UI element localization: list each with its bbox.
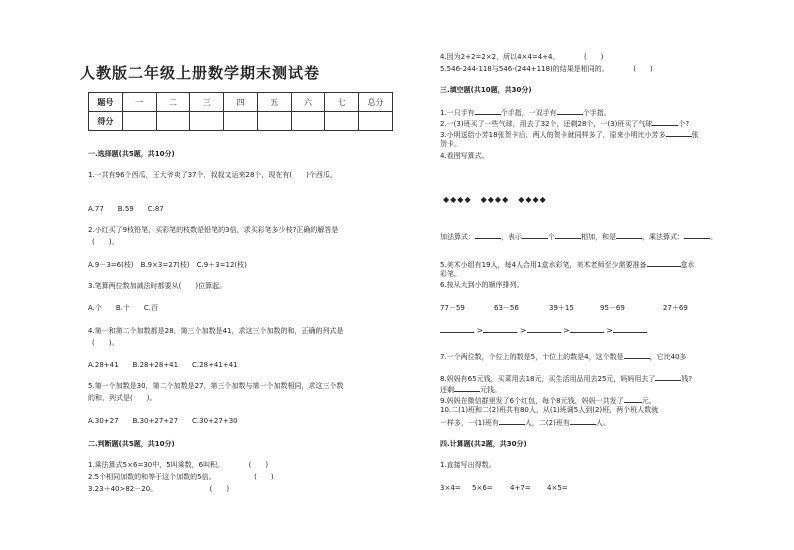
score-cell[interactable]: [224, 112, 258, 131]
fill-5: [440, 259, 695, 270]
fill-1-text-a: 1.一只手有: [440, 109, 475, 117]
fill-6: 6.按从大到小的顺序排列。: [440, 281, 524, 289]
fill-3-blank[interactable]: [666, 129, 692, 137]
fill-1-blank-b[interactable]: [557, 107, 583, 115]
fill-8-blank-b[interactable]: [454, 384, 480, 392]
order-blank[interactable]: [613, 325, 647, 333]
fill-8-cont: [440, 384, 501, 395]
fill-7-text-a: 7.一个两位数，个位上的数是5，十位上的数是4，这个数是: [440, 353, 624, 361]
fill-4-blank-b[interactable]: [522, 231, 548, 239]
fill-4-text-f: 。: [710, 233, 717, 241]
score-cell[interactable]: [190, 112, 224, 131]
score-cell[interactable]: [325, 112, 359, 131]
question-2-options: A.9－3=6(枝) B.9×3=27(枝) C.9＋3=12(枝): [88, 261, 247, 269]
question-3: 3.笔算两位数加减法时都要从( )位算起。: [88, 282, 227, 290]
question-3-options: A.个 B.十 C.百: [88, 304, 159, 312]
fill-5-cont: 彩笔。: [440, 270, 461, 278]
score-header-cell: 题号: [89, 93, 123, 112]
order-item: 39＋15: [549, 304, 574, 312]
fill-3-text-a: 3.小明送给小芳18张贺卡后，两人的贺卡就同样多了，原来小明比小芳多: [440, 131, 666, 139]
question-5: 5.第一个加数是30，第二个加数是27，第三个加数与第一个加数相同，求这三个数: [88, 382, 344, 390]
calc-1: 1.直接写出得数。: [440, 461, 496, 469]
section-header-fill: 三.填空题(共10题，共30分): [440, 86, 532, 94]
question-4-options: A.28+41 B.28+28+41 C.28+41+41: [88, 361, 238, 369]
page-title: 人教版二年级上册数学期末测试卷: [79, 64, 320, 82]
fill-8-blank-a[interactable]: [655, 373, 681, 381]
fill-4-blank-d[interactable]: [616, 231, 642, 239]
fill-1: [440, 107, 611, 118]
greater-than-sign: >: [476, 326, 484, 335]
fill-5-text-b: 盒水: [680, 261, 695, 269]
judge-3: 3.23＋40>82－20。 ( ): [88, 485, 230, 493]
fill-2-blank[interactable]: [652, 118, 678, 126]
order-blank[interactable]: [570, 325, 604, 333]
order-blank[interactable]: [527, 325, 561, 333]
fill-8-text-a: 8.妈妈有65元钱，买菜用去18元，买生活用品用去25元，妈妈用去了: [440, 375, 656, 383]
fill-9-blank[interactable]: [624, 395, 642, 403]
order-blank[interactable]: [483, 325, 517, 333]
calc-item: 4+7=: [510, 484, 531, 492]
fill-10-blank-a[interactable]: [499, 417, 525, 425]
calc-item: 5×6=: [472, 484, 493, 492]
question-2: 2.小红买了9枝铅笔，买彩笔的枝数是铅笔的3倍，求买彩笔多少枝?正确的解答是: [88, 226, 339, 234]
fill-4-text-a: 加法算式：: [440, 233, 475, 241]
question-5-cont: 的和，列式是( )。: [88, 394, 157, 402]
fill-9: [440, 395, 656, 406]
fill-4-text-c: 个: [548, 233, 555, 241]
fill-9-text-b: 元。: [641, 397, 656, 405]
section-header-judge: 二.判断题(共5题，共10分): [88, 440, 175, 448]
fill-10-blank-b[interactable]: [570, 417, 596, 425]
fill-5-text-a: 5.美术小组有19人，每4人合用1盒水彩笔，美术老师至少需要准备: [440, 261, 647, 269]
order-item: 77－59: [440, 304, 465, 312]
fill-8-text-c: 还剩: [440, 386, 454, 394]
score-cell[interactable]: [156, 112, 190, 131]
greater-than-sign: >: [519, 326, 527, 335]
score-header-cell: 五: [257, 93, 291, 112]
question-1-options: A.77 B.59 C.87: [88, 205, 164, 213]
judge-5: 5.546-244-118与546-(244+118)的结果是相同的。 ( ): [440, 65, 653, 73]
score-header-cell: 四: [224, 93, 258, 112]
fill-3: [440, 129, 699, 140]
fill-10: 10.二(1)班和二(2)班共有80人，从(1)班调5人到(2)班，两个班人数就: [440, 406, 659, 414]
fill-10-text-b: 一样多，一(1)班有: [440, 419, 499, 427]
order-item: 95－69: [600, 304, 625, 312]
question-5-options: A.30+27 B.30+27+27 C.30+27+30: [88, 417, 238, 425]
judge-1: 1.乘法算式5×6=30中，5叫乘数，6叫积。 ( ): [88, 461, 269, 469]
score-cell[interactable]: [122, 112, 156, 131]
fill-1-text-c: 个手指。: [582, 109, 611, 117]
score-table: [88, 92, 393, 131]
fill-4: 4.看图写算式。: [440, 152, 489, 160]
question-1: 1.一共有96个西瓜，王大爷卖了37个，叔叔又运来28个，现在有( )个西瓜。: [88, 171, 337, 179]
fill-4-text-d: 相加，和是: [581, 233, 616, 241]
order-item: 27＋69: [663, 304, 688, 312]
diamond-groups: ◆◆◆◆ ◆◆◆◆ ◆◆◆◆: [443, 195, 547, 204]
judge-4: 4.因为2+2=2×2，所以4×4=4+4。 ( ): [440, 53, 604, 61]
greater-than-sign: >: [563, 326, 570, 335]
question-4-cont: ( )。: [92, 339, 119, 347]
question-4: 4.第一和第二个加数都是28，第三个加数是41，求这三个加数的和，正确的列式是: [88, 327, 344, 335]
score-table-header-row: [89, 93, 393, 112]
judge-2: 2.5个相同加数的和等于这个加数的5倍。 ( ): [88, 473, 274, 481]
fill-7: [440, 351, 687, 362]
order-answer-row: [440, 325, 647, 335]
score-header-cell: 六: [291, 93, 325, 112]
score-cell[interactable]: [257, 112, 291, 131]
fill-4-text-e: ，乘法算式：: [642, 233, 684, 241]
fill-7-text-b: ，它比40多: [649, 353, 687, 361]
fill-7-blank[interactable]: [624, 351, 650, 359]
question-2-cont: ( )。: [92, 238, 119, 246]
score-header-cell: 一: [122, 93, 156, 112]
score-cell[interactable]: [291, 112, 325, 131]
greater-than-sign: >: [606, 326, 613, 335]
fill-8-text-d: 元钱。: [480, 386, 501, 394]
fill-8: [440, 373, 692, 384]
fill-5-blank[interactable]: [647, 259, 681, 267]
score-header-cell: 七: [325, 93, 359, 112]
fill-3-cont: 贺卡。: [440, 140, 461, 148]
fill-4-blank-e[interactable]: [684, 231, 710, 239]
fill-4-text-b: ，表示: [501, 233, 522, 241]
score-row-label: 得分: [89, 112, 123, 131]
fill-4-blank-a[interactable]: [475, 231, 501, 239]
fill-2-text-b: 个?: [678, 120, 690, 128]
fill-2-text-a: 2.一(3)班买了一些气球，用去了32个，还剩28个，一(3)班买了气球: [440, 120, 653, 128]
fill-10-text-d: 人。: [595, 419, 610, 427]
calc-item: 3×4=: [440, 484, 461, 492]
fill-3-text-b: 张: [691, 131, 699, 139]
fill-4-blanks: [440, 231, 717, 242]
score-cell[interactable]: [359, 112, 393, 131]
order-blank[interactable]: [440, 325, 474, 333]
fill-2: [440, 118, 689, 129]
score-header-cell: 二: [156, 93, 190, 112]
fill-10-text-c: 人，二(2)班有: [524, 419, 570, 427]
fill-1-blank-a[interactable]: [475, 107, 501, 115]
score-header-cell: 三: [190, 93, 224, 112]
score-table-score-row: [89, 112, 393, 131]
fill-9-text-a: 9.妈妈在微信群里发了6个红包，每个8元钱，妈妈一共发了: [440, 397, 624, 405]
fill-4-blank-c[interactable]: [555, 231, 581, 239]
fill-8-text-b: 钱?: [681, 375, 693, 383]
fill-1-text-b: 个手指，一双手有: [500, 109, 557, 117]
score-header-cell: 总分: [359, 93, 393, 112]
order-item: 63－56: [494, 304, 519, 312]
calc-item: 4×5=: [547, 484, 568, 492]
fill-10-cont: [440, 417, 610, 428]
section-header-calc: 四.计算题(共2题，共30分): [440, 440, 527, 448]
section-header-choice: 一.选择题(共5题，共10分): [88, 150, 175, 158]
